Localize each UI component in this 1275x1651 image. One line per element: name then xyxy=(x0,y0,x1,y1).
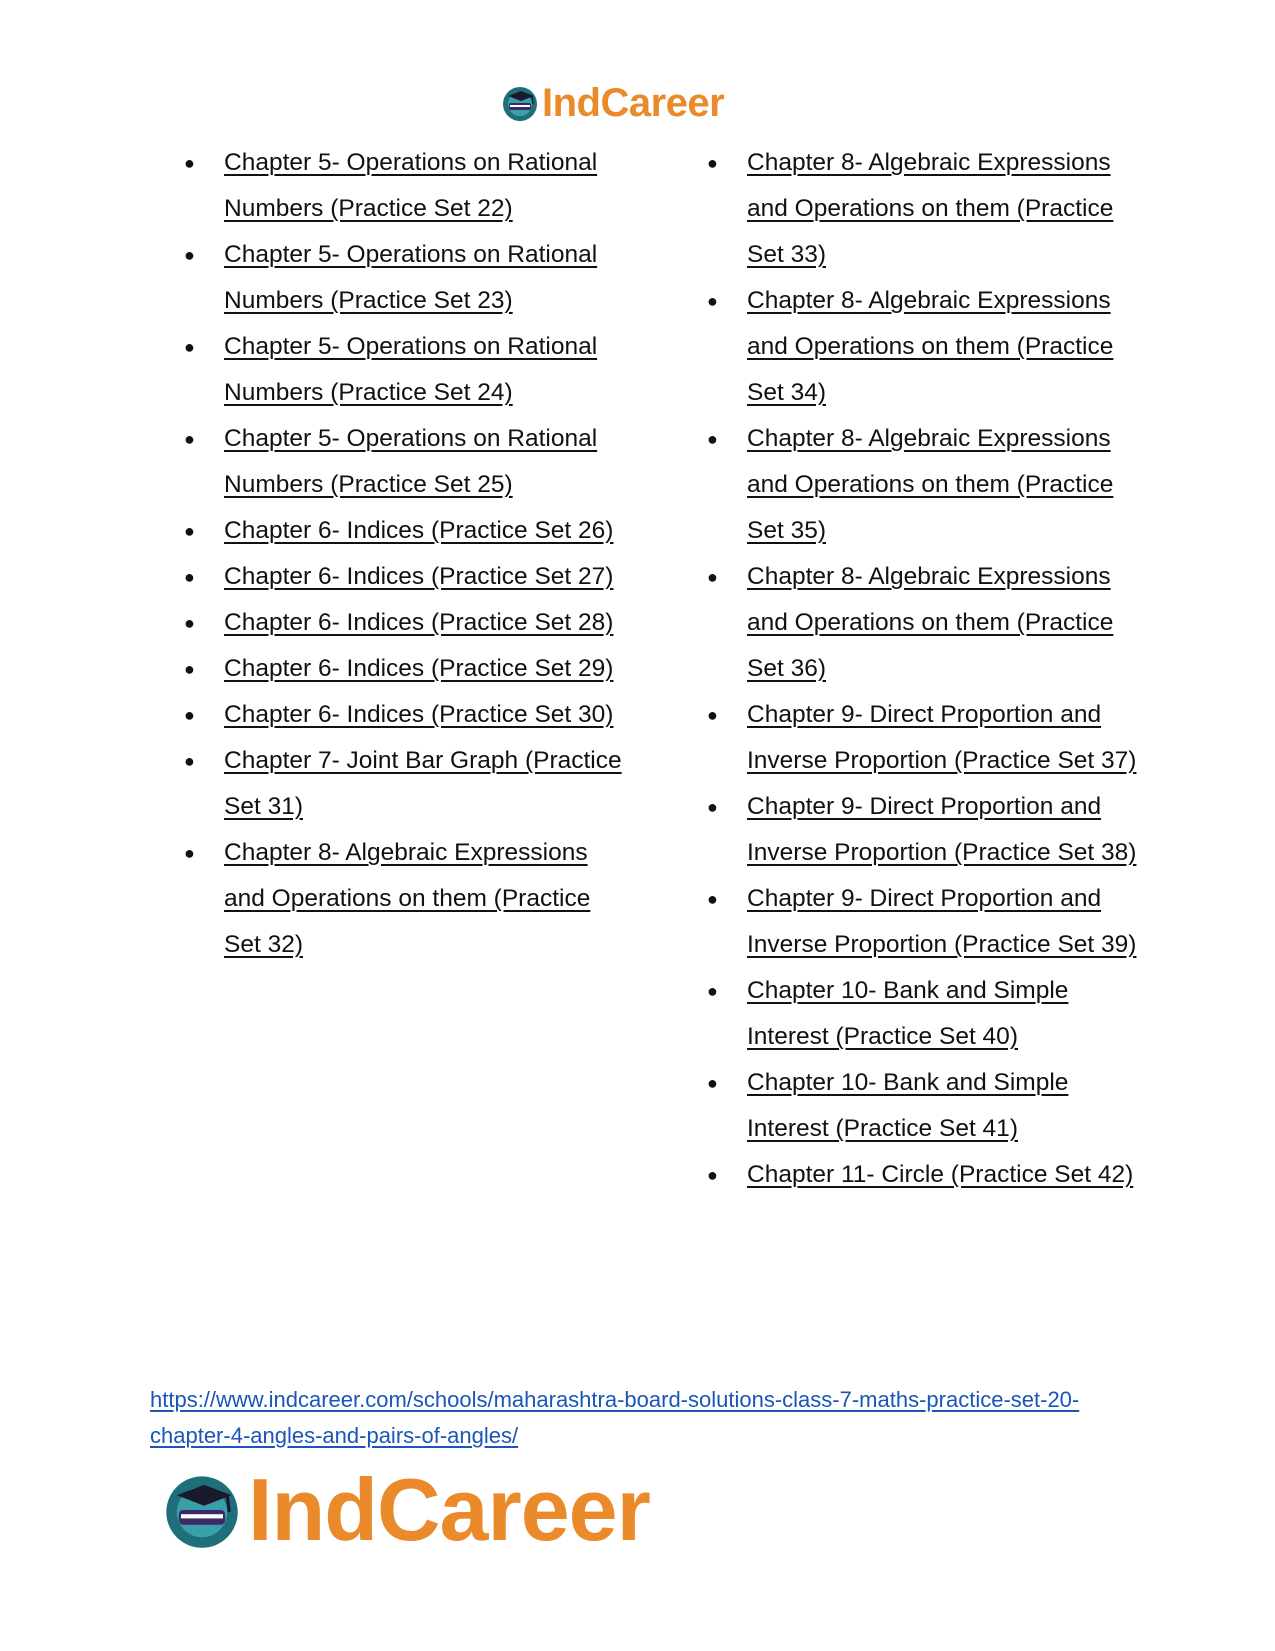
source-url xyxy=(150,1382,1130,1454)
bullet-dot-icon: ● xyxy=(184,245,195,265)
chapter-link[interactable]: Chapter 8- Algebraic Expressions and Operations on them (Practice Set 32) xyxy=(224,839,591,958)
chapter-link[interactable]: Chapter 5- Operations on Rational Numbers (Practice Set 22) xyxy=(224,149,598,222)
chapter-link[interactable]: Chapter 10- Bank and Simple Interest (Practice Set 41) xyxy=(747,1069,1069,1142)
chapter-link[interactable]: Chapter 9- Direct Proportion and Inverse Proportion (Practice Set 39) xyxy=(747,885,1137,958)
chapter-link[interactable]: Chapter 6- Indices (Practice Set 30) xyxy=(224,701,614,728)
chapter-list-item xyxy=(184,830,624,968)
chapter-link[interactable]: Chapter 8- Algebraic Expressions and Operations on them (Practice Set 35) xyxy=(747,425,1114,544)
header-logo xyxy=(500,80,724,126)
chapter-link[interactable]: Chapter 6- Indices (Practice Set 28) xyxy=(224,609,614,636)
chapter-link[interactable]: Chapter 5- Operations on Rational Numbers (Practice Set 24) xyxy=(224,333,598,406)
chapter-list-item xyxy=(184,416,624,508)
bullet-dot-icon: ● xyxy=(184,429,195,449)
chapter-list-item xyxy=(184,324,624,416)
chapter-list-item xyxy=(707,784,1147,876)
logo-icon xyxy=(160,1468,244,1552)
chapter-list-item xyxy=(184,232,624,324)
bullet-dot-icon: ● xyxy=(707,153,718,173)
chapter-link[interactable]: Chapter 9- Direct Proportion and Inverse Proportion (Practice Set 38) xyxy=(747,793,1137,866)
chapter-list-item xyxy=(184,692,624,738)
chapter-link[interactable]: Chapter 8- Algebraic Expressions and Operations on them (Practice Set 33) xyxy=(747,149,1114,268)
bullet-dot-icon: ● xyxy=(707,1165,718,1185)
chapter-list-item xyxy=(707,876,1147,968)
logo-wordmark: IndCareer xyxy=(248,1460,650,1559)
chapter-list-item xyxy=(707,416,1147,554)
chapter-list-item xyxy=(184,600,624,646)
logo-wordmark: IndCareer xyxy=(542,81,725,125)
chapter-list-item xyxy=(707,968,1147,1060)
chapter-link[interactable]: Chapter 5- Operations on Rational Numbers (Practice Set 23) xyxy=(224,241,598,314)
bullet-dot-icon: ● xyxy=(707,429,718,449)
chapter-link[interactable]: Chapter 11- Circle (Practice Set 42) xyxy=(747,1161,1134,1188)
bullet-dot-icon: ● xyxy=(707,705,718,725)
bullet-dot-icon: ● xyxy=(707,797,718,817)
logo-icon xyxy=(500,83,540,123)
bullet-dot-icon: ● xyxy=(184,567,195,587)
chapter-list-item xyxy=(707,554,1147,692)
bullet-dot-icon: ● xyxy=(184,705,195,725)
right-chapter-list xyxy=(707,140,1147,1198)
chapter-link[interactable]: Chapter 10- Bank and Simple Interest (Practice Set 40) xyxy=(747,977,1069,1050)
chapter-list-item xyxy=(707,278,1147,416)
chapter-list-item xyxy=(707,692,1147,784)
bullet-dot-icon: ● xyxy=(184,613,195,633)
chapter-list-item xyxy=(184,140,624,232)
chapter-link[interactable]: Chapter 6- Indices (Practice Set 26) xyxy=(224,517,614,544)
chapter-list-item xyxy=(184,738,624,830)
chapter-link[interactable]: Chapter 6- Indices (Practice Set 27) xyxy=(224,563,614,590)
bullet-dot-icon: ● xyxy=(707,291,718,311)
bullet-dot-icon: ● xyxy=(184,843,195,863)
chapter-link[interactable]: Chapter 9- Direct Proportion and Inverse Proportion (Practice Set 37) xyxy=(747,701,1137,774)
bullet-dot-icon: ● xyxy=(707,981,718,1001)
chapter-list-item xyxy=(184,508,624,554)
chapter-link[interactable]: Chapter 8- Algebraic Expressions and Operations on them (Practice Set 36) xyxy=(747,563,1114,682)
chapter-link[interactable]: Chapter 5- Operations on Rational Numbers (Practice Set 25) xyxy=(224,425,598,498)
footer-logo xyxy=(160,1462,650,1558)
bullet-dot-icon: ● xyxy=(707,889,718,909)
source-url-link[interactable]: https://www.indcareer.com/schools/maharashtra-board-solutions-class-7-maths-practice-set-20-chapter-4-angles-and-pairs-of-angles/ xyxy=(150,1387,1080,1448)
chapter-list-item xyxy=(184,646,624,692)
bullet-dot-icon: ● xyxy=(184,153,195,173)
chapter-link[interactable]: Chapter 7- Joint Bar Graph (Practice Set 31) xyxy=(224,747,622,820)
bullet-dot-icon: ● xyxy=(184,751,195,771)
bullet-dot-icon: ● xyxy=(184,521,195,541)
bullet-dot-icon: ● xyxy=(707,567,718,587)
bullet-dot-icon: ● xyxy=(184,337,195,357)
chapter-list-item xyxy=(184,554,624,600)
chapter-list-item xyxy=(707,1060,1147,1152)
chapter-list-item xyxy=(707,1152,1147,1198)
bullet-dot-icon: ● xyxy=(184,659,195,679)
chapter-link[interactable]: Chapter 6- Indices (Practice Set 29) xyxy=(224,655,614,682)
bullet-dot-icon: ● xyxy=(707,1073,718,1093)
chapter-link[interactable]: Chapter 8- Algebraic Expressions and Operations on them (Practice Set 34) xyxy=(747,287,1114,406)
left-chapter-list xyxy=(184,140,624,968)
chapter-list-item xyxy=(707,140,1147,278)
